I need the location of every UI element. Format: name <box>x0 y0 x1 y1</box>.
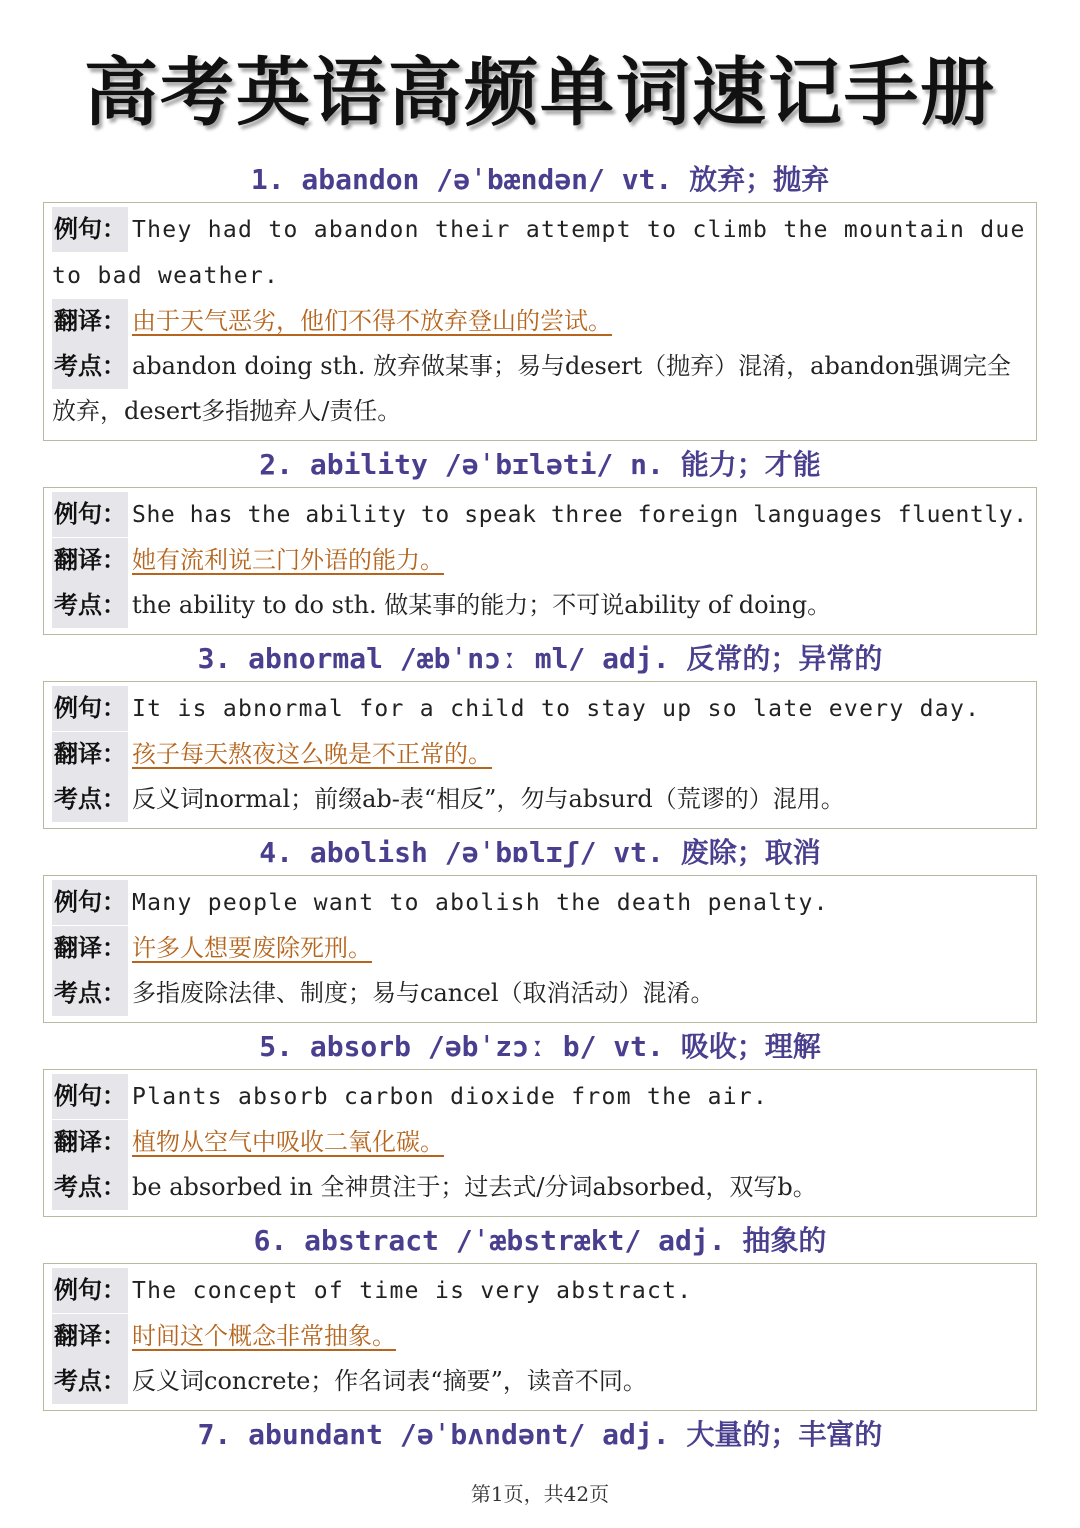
point-label: 考点： <box>52 777 128 822</box>
point-line <box>52 1359 1030 1404</box>
page-title: 高考英语高频单词速记手册 <box>84 50 996 136</box>
translation-line <box>52 1120 1030 1165</box>
entry-5 <box>43 1025 1037 1217</box>
page-footer: 第1页，共42页 <box>470 1482 610 1506</box>
example-line <box>52 1074 1030 1120</box>
point-line <box>52 1165 1030 1210</box>
point-text: 反义词concrete；作名词表“摘要”，读音不同。 <box>132 1367 647 1395</box>
entry-3 <box>43 637 1037 829</box>
example-sentence: The concept of time is very abstract. <box>132 1278 693 1304</box>
point-label: 考点： <box>52 971 128 1016</box>
example-line <box>52 207 1030 299</box>
entry-2 <box>43 443 1037 635</box>
entry-box <box>43 487 1037 635</box>
point-label: 考点： <box>52 1359 128 1404</box>
translation-text: 她有流利说三门外语的能力。 <box>132 546 444 574</box>
example-line <box>52 880 1030 926</box>
entry-headword: 6. abstract /ˈæbstrækt/ adj. 抽象的 <box>253 1224 827 1257</box>
translation-line <box>52 926 1030 971</box>
example-line <box>52 492 1030 538</box>
translation-line <box>52 538 1030 583</box>
example-label: 例句： <box>52 1074 128 1119</box>
example-label: 例句： <box>52 686 128 731</box>
point-line <box>52 777 1030 822</box>
translation-line <box>52 1314 1030 1359</box>
word-entries <box>43 158 1037 1457</box>
point-line <box>52 971 1030 1016</box>
entry-headword-7: 7. abundant /əˈbʌndənt/ adj. 大量的；丰富的 <box>197 1418 883 1451</box>
entry-box <box>43 202 1037 441</box>
entry-box <box>43 875 1037 1023</box>
translation-label: 翻译： <box>52 732 128 777</box>
point-label: 考点： <box>52 344 128 389</box>
example-sentence: Many people want to abolish the death penalty. <box>132 890 829 916</box>
translation-text: 由于天气恶劣，他们不得不放弃登山的尝试。 <box>132 307 612 335</box>
point-text: abandon doing sth. 放弃做某事；易与desert（抛弃）混淆，abandon强调完全放弃，desert多指抛弃人/责任。 <box>52 352 1011 425</box>
example-label: 例句： <box>52 880 128 925</box>
point-text: 多指废除法律、制度；易与cancel（取消活动）混淆。 <box>132 979 715 1007</box>
translation-label: 翻译： <box>52 299 128 344</box>
example-label: 例句： <box>52 1268 128 1313</box>
translation-line <box>52 299 1030 344</box>
point-text: 反义词normal；前缀ab-表“相反”，勿与absurd（荒谬的）混用。 <box>132 785 845 813</box>
example-sentence: They had to abandon their attempt to climb the mountain due to bad weather. <box>52 217 1026 289</box>
example-label: 例句： <box>52 492 128 537</box>
point-label: 考点： <box>52 1165 128 1210</box>
example-label: 例句： <box>52 207 128 252</box>
translation-label: 翻译： <box>52 538 128 583</box>
example-line <box>52 1268 1030 1314</box>
example-sentence: Plants absorb carbon dioxide from the air. <box>132 1084 769 1110</box>
example-sentence: She has the ability to speak three foreign languages fluently. <box>132 502 1028 528</box>
entry-headword: 4. abolish /əˈbɒlɪʃ/ vt. 废除；取消 <box>259 836 821 869</box>
entry-box <box>43 1069 1037 1217</box>
example-line <box>52 686 1030 732</box>
point-line <box>52 344 1030 434</box>
example-sentence: It is abnormal for a child to stay up so late every day. <box>132 696 981 722</box>
translation-line <box>52 732 1030 777</box>
translation-label: 翻译： <box>52 1120 128 1165</box>
translation-label: 翻译： <box>52 1314 128 1359</box>
entry-box <box>43 681 1037 829</box>
entry-4 <box>43 831 1037 1023</box>
translation-text: 植物从空气中吸收二氧化碳。 <box>132 1128 444 1156</box>
translation-text: 时间这个概念非常抽象。 <box>132 1322 396 1350</box>
translation-label: 翻译： <box>52 926 128 971</box>
entry-1 <box>43 158 1037 441</box>
point-text: be absorbed in 全神贯注于；过去式/分词absorbed，双写b。 <box>132 1173 817 1201</box>
point-label: 考点： <box>52 583 128 628</box>
point-line <box>52 583 1030 628</box>
entry-6 <box>43 1219 1037 1411</box>
entry-headword: 2. ability /əˈbɪləti/ n. 能力；才能 <box>259 448 821 481</box>
entry-headword: 5. absorb /əbˈzɔː b/ vt. 吸收；理解 <box>259 1030 821 1063</box>
translation-text: 孩子每天熬夜这么晚是不正常的。 <box>132 740 492 768</box>
entry-box <box>43 1263 1037 1411</box>
entry-headword: 3. abnormal /æbˈnɔː ml/ adj. 反常的；异常的 <box>197 642 883 675</box>
translation-text: 许多人想要废除死刑。 <box>132 934 372 962</box>
entry-headword: 1. abandon /əˈbændən/ vt. 放弃；抛弃 <box>250 163 830 196</box>
point-text: the ability to do sth. 做某事的能力；不可说ability of doing。 <box>132 591 832 619</box>
